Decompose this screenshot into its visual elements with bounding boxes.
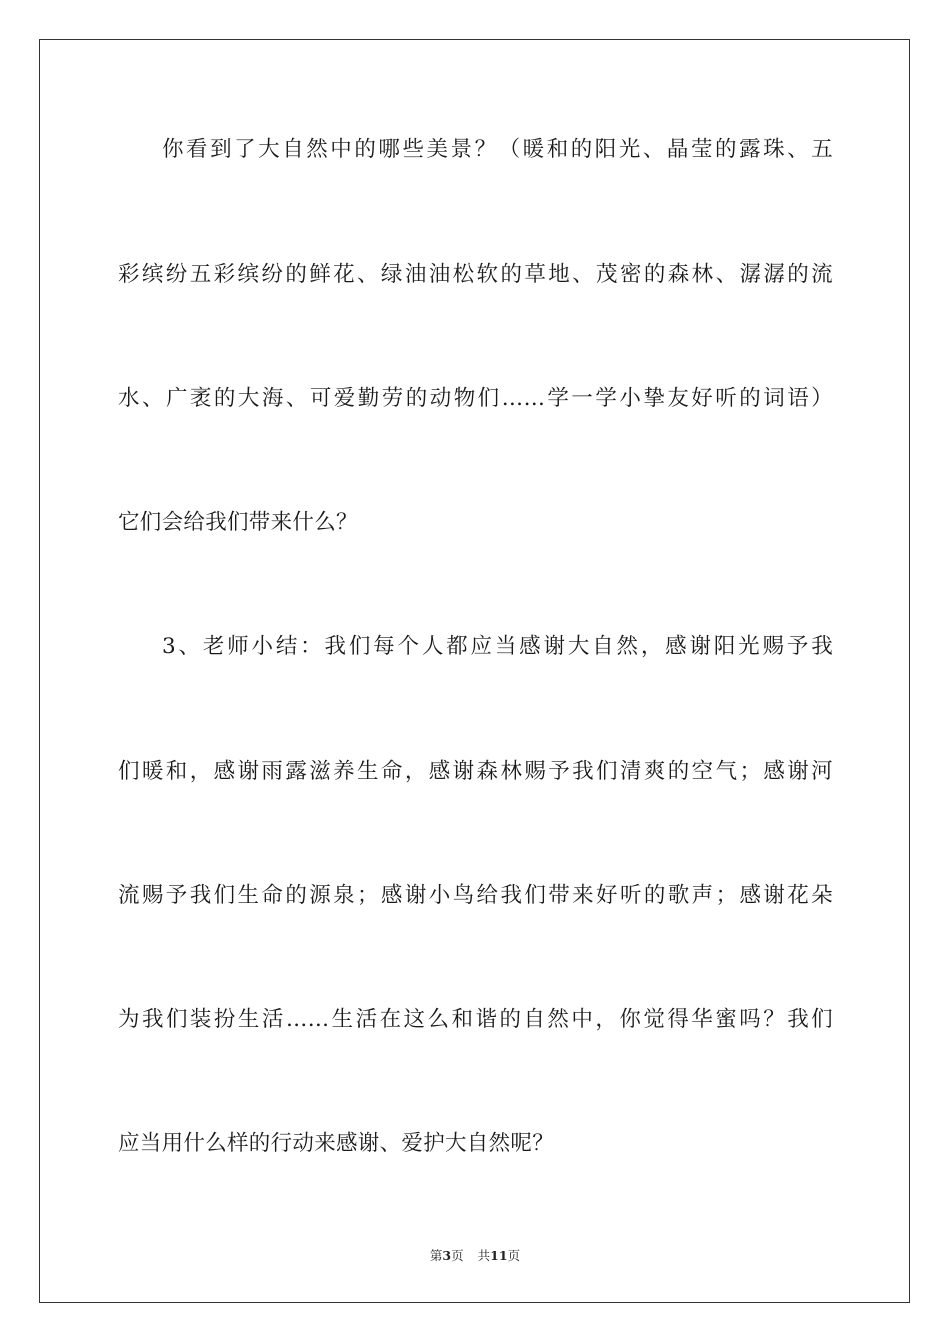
paragraph-line: 为我们装扮生活……生活在这么和谐的自然中，你觉得华蜜吗？我们 [118,1007,833,1032]
current-page-number: 3 [442,1248,452,1263]
page-number-suffix: 页 [451,1248,464,1263]
total-page-count: 11 [490,1248,508,1263]
paragraph-line: 应当用什么样的行动来感谢、爱护大自然呢？ [118,1131,555,1156]
paragraph-line: 彩缤纷五彩缤纷的鲜花、绿油油松软的草地、茂密的森林、潺潺的流 [118,262,833,287]
page-number-prefix: 第 [429,1248,443,1263]
paragraph-line: 它们会给我们带来什么？ [118,510,358,535]
page-footer [0,1248,950,1264]
total-pages-prefix: 共 [477,1248,491,1263]
page-border [39,39,910,1303]
paragraph-line: 水、广袤的大海、可爱勤劳的动物们……学一学小挚友好听的词语） [118,386,833,411]
paragraph-line: 3、老师小结：我们每个人都应当感谢大自然，感谢阳光赐予我 [162,634,833,659]
total-pages-suffix: 页 [507,1248,521,1263]
paragraph-line: 流赐予我们生命的源泉；感谢小鸟给我们带来好听的歌声；感谢花朵 [118,883,833,908]
paragraph-line: 你看到了大自然中的哪些美景？（暖和的阳光、晶莹的露珠、五 [162,137,833,162]
paragraph-line: 们暖和，感谢雨露滋养生命，感谢森林赐予我们清爽的空气；感谢河 [118,759,833,784]
